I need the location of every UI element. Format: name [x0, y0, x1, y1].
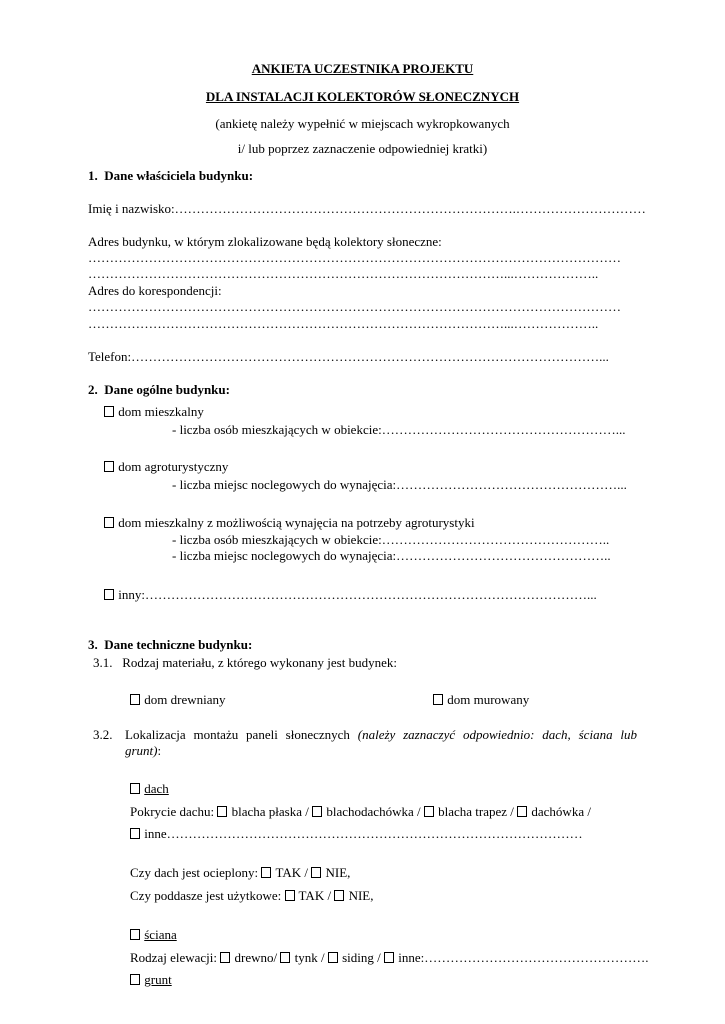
checkbox-icon[interactable]: [334, 890, 344, 901]
roof-covering-label: Pokrycie dachu:: [130, 804, 215, 819]
checkbox-icon[interactable]: [384, 952, 394, 963]
option-label: dom mieszkalny: [118, 404, 204, 419]
option-wooden[interactable]: [130, 692, 225, 708]
question-3-1: 3.1. Rodzaj materiału, z którego wykonany jest budynek:: [93, 655, 397, 670]
elevation-label: Rodzaj elewacji:: [130, 950, 217, 965]
instruction-line-1: (ankietę należy wypełnić w miejscach wykropkowanych: [215, 116, 510, 131]
option-agritourism[interactable]: [104, 459, 228, 475]
question-3-2: [125, 727, 637, 743]
beds-count-field-2[interactable]: - liczba miejsc noclegowych do wynajęcia:…………………………………………..: [172, 548, 611, 563]
checkbox-icon[interactable]: [311, 867, 321, 878]
checkbox-icon[interactable]: [130, 828, 140, 839]
colon: :: [157, 743, 162, 758]
option-label: dach: [144, 781, 169, 796]
attic-usable-label: Czy poddasze jest użytkowe:: [130, 888, 282, 903]
checkbox-icon[interactable]: [517, 806, 527, 817]
option-residential-agritourism[interactable]: [104, 515, 475, 531]
option-residential[interactable]: [104, 404, 204, 420]
section-2-heading: 2. Dane ogólne budynku:: [88, 382, 230, 397]
yes-label: TAK /: [275, 865, 308, 880]
option-label: dom agroturystyczny: [118, 459, 229, 474]
checkbox-icon[interactable]: [217, 806, 227, 817]
correspondence-address-field-2[interactable]: ……………………………………………………………………………………...………………..: [88, 316, 599, 331]
question-hint: (należy zaznaczyć odpowiednio: dach, ściana lub: [357, 727, 638, 742]
checkbox-icon[interactable]: [130, 783, 140, 794]
roof-option-tile: dachówka /: [531, 804, 591, 819]
elevation-other-field[interactable]: inne:…………………………………………….: [398, 950, 649, 965]
option-label: ściana: [144, 927, 177, 942]
checkbox-icon[interactable]: [328, 952, 338, 963]
checkbox-icon[interactable]: [130, 929, 140, 940]
checkbox-icon[interactable]: [104, 517, 114, 528]
correspondence-address-label: Adres do korespondencji:: [88, 283, 222, 298]
checkbox-icon[interactable]: [104, 461, 114, 472]
attic-usable-row: [130, 888, 374, 904]
correspondence-address-field-1[interactable]: ……………………………………………………………………………………………………………: [88, 299, 621, 314]
roof-option-flat-sheet: blacha płaska /: [231, 804, 309, 819]
checkbox-icon[interactable]: [130, 694, 140, 705]
roof-option-other[interactable]: [130, 826, 583, 842]
checkbox-icon[interactable]: [424, 806, 434, 817]
option-ground[interactable]: [130, 972, 172, 988]
form-subtitle: DLA INSTALACJI KOLEKTORÓW SŁONECZNYCH: [205, 89, 520, 104]
section-3-heading: 3. Dane techniczne budynku:: [88, 637, 253, 652]
roof-other-field[interactable]: inne……………………………………………………………………………………: [144, 826, 583, 841]
question-3-2-cont: [125, 743, 161, 759]
option-roof[interactable]: [130, 781, 169, 797]
phone-field[interactable]: Telefon:………………………………………………………………………………………………...: [88, 349, 609, 364]
option-label: dom murowany: [447, 692, 530, 707]
roof-insulated-row: [130, 865, 350, 881]
roof-option-trapezoid: blacha trapez /: [438, 804, 514, 819]
beds-count-field[interactable]: - liczba miejsc noclegowych do wynajęcia:……………………………………………...: [172, 477, 627, 492]
option-wall[interactable]: [130, 927, 177, 943]
checkbox-icon[interactable]: [104, 589, 114, 600]
checkbox-icon[interactable]: [130, 974, 140, 985]
elevation-row: [130, 950, 649, 966]
yes-label: TAK /: [298, 888, 332, 903]
checkbox-icon[interactable]: [280, 952, 290, 963]
name-field[interactable]: Imię i nazwisko:…………………………………………………………………….…………………………: [88, 201, 646, 216]
form-title: ANKIETA UCZESTNIKA PROJEKTU: [251, 61, 474, 76]
elevation-siding: siding /: [342, 950, 381, 965]
building-address-field-1[interactable]: ……………………………………………………………………………………………………………: [88, 250, 621, 265]
checkbox-icon[interactable]: [433, 694, 443, 705]
checkbox-icon[interactable]: [285, 890, 295, 901]
roof-covering-row: [130, 804, 591, 820]
section-1-heading: 1. Dane właściciela budynku:: [88, 168, 254, 183]
elevation-wood: drewno/: [234, 950, 278, 965]
building-address-field-2[interactable]: ……………………………………………………………………………………...………………..: [88, 266, 599, 281]
option-brick[interactable]: [433, 692, 529, 708]
option-label: grunt: [144, 972, 172, 987]
roof-insulated-label: Czy dach jest ocieplony:: [130, 865, 259, 880]
question-text: Lokalizacja montażu paneli słonecznych: [125, 727, 350, 742]
elevation-plaster: tynk /: [294, 950, 325, 965]
option-other[interactable]: [104, 587, 597, 603]
option-label: inny:…………………………………………………………………………………………...: [118, 587, 597, 602]
residents-count-field[interactable]: - liczba osób mieszkających w obiekcie:………………………………………………...: [172, 422, 626, 437]
roof-option-tile-sheet: blachodachówka /: [326, 804, 421, 819]
checkbox-icon[interactable]: [312, 806, 322, 817]
building-address-label: Adres budynku, w którym zlokalizowane będą kolektory słoneczne:: [88, 234, 442, 249]
checkbox-icon[interactable]: [104, 406, 114, 417]
option-label: dom mieszkalny z możliwością wynajęcia na potrzeby agroturystyki: [118, 515, 475, 530]
checkbox-icon[interactable]: [261, 867, 271, 878]
no-label: NIE,: [325, 865, 351, 880]
question-3-2-number: 3.2.: [93, 727, 113, 742]
residents-count-field-2[interactable]: - liczba osób mieszkających w obiekcie:……………………………………………..: [172, 532, 610, 547]
no-label: NIE,: [348, 888, 374, 903]
instruction-line-2: i/ lub poprzez zaznaczenie odpowiedniej kratki): [237, 141, 488, 156]
question-hint-end: grunt): [125, 743, 158, 758]
checkbox-icon[interactable]: [220, 952, 230, 963]
option-label: dom drewniany: [144, 692, 226, 707]
